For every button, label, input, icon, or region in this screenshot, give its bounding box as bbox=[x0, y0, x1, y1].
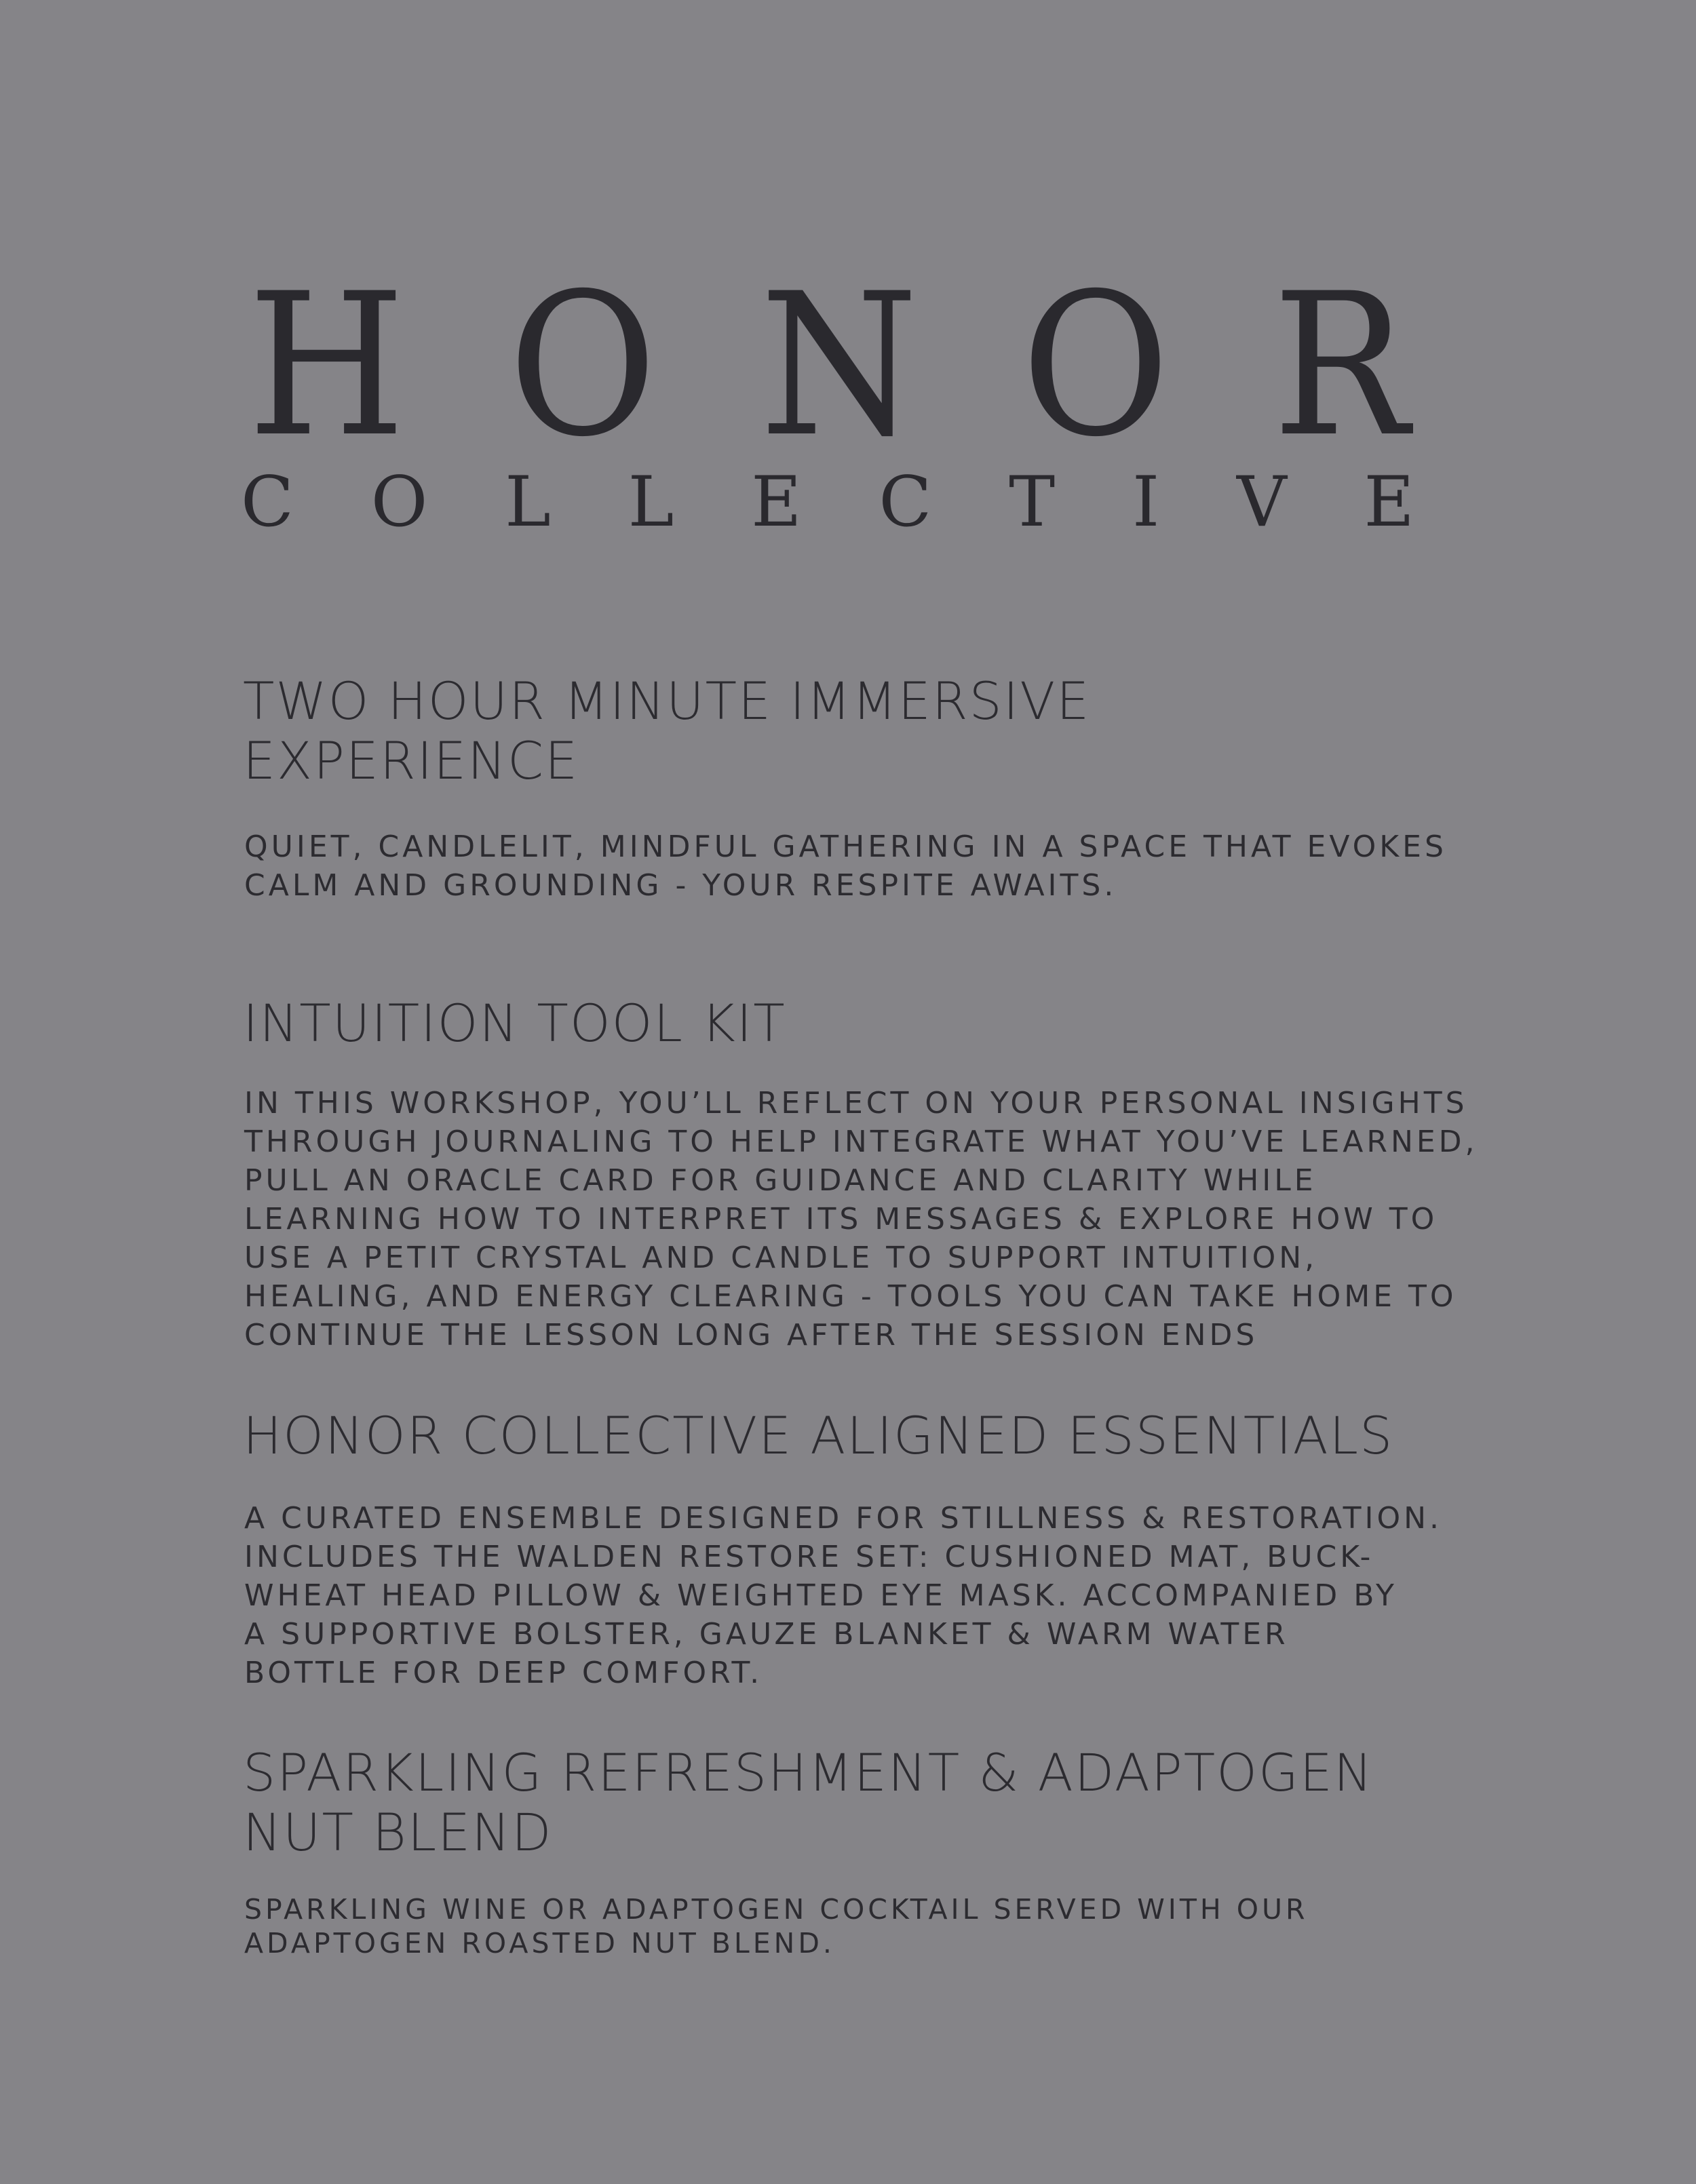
section-body-immersive-experience bbox=[244, 827, 1492, 905]
section-body-intuition-tool-kit bbox=[244, 1084, 1492, 1354]
body-line: CALM AND GROUNDING - YOUR RESPITE AWAITS. bbox=[244, 868, 1117, 903]
body-line: CONTINUE THE LESSON LONG AFTER THE SESSION ENDS bbox=[244, 1318, 1258, 1352]
logo-sub-letter: O bbox=[370, 462, 428, 543]
title-line: HONOR COLLECTIVE ALIGNED ESSENTIALS bbox=[243, 1405, 1394, 1466]
logo-sub-letter: I bbox=[1132, 462, 1160, 543]
body-line: SPARKLING WINE OR ADAPTOGEN COCKTAIL SERVED WITH OUR bbox=[244, 1893, 1309, 1926]
logo-letter: H bbox=[248, 252, 406, 480]
logo-letter: O bbox=[508, 252, 657, 480]
logo-letter: O bbox=[1021, 252, 1170, 480]
body-line: A CURATED ENSEMBLE DESIGNED FOR STILLNESS & RESTORATION. bbox=[244, 1501, 1443, 1536]
logo-letter: N bbox=[760, 252, 919, 480]
body-line: LEARNING HOW TO INTERPRET ITS MESSAGES & EXPLORE HOW TO bbox=[244, 1202, 1438, 1236]
body-line: USE A PETIT CRYSTAL AND CANDLE TO SUPPORT INTUITION, bbox=[244, 1241, 1318, 1275]
body-line: BOTTLE FOR DEEP COMFORT. bbox=[244, 1656, 763, 1690]
section-body-sparkling-refreshment bbox=[244, 1892, 1492, 1960]
body-line: PULL AN ORACLE CARD FOR GUIDANCE AND CLARITY WHILE bbox=[244, 1163, 1317, 1198]
logo-sub-letter: T bbox=[1009, 462, 1056, 543]
section-title-immersive-experience bbox=[243, 671, 1532, 791]
body-line: ADAPTOGEN ROASTED NUT BLEND. bbox=[244, 1927, 835, 1959]
section-title-aligned-essentials bbox=[243, 1406, 1393, 1466]
logo-sub-letter: V bbox=[1237, 462, 1287, 543]
body-line: THROUGH JOURNALING TO HELP INTEGRATE WHAT YOU’VE LEARNED, bbox=[244, 1125, 1478, 1159]
brand-logo-collective bbox=[241, 462, 1414, 543]
section-title-intuition-tool-kit bbox=[243, 994, 786, 1053]
body-line: WHEAT HEAD PILLOW & WEIGHTED EYE MASK. ACCOMPANIED BY bbox=[244, 1578, 1398, 1613]
body-line: IN THIS WORKSHOP, YOU’LL REFLECT ON YOUR PERSONAL INSIGHTS bbox=[244, 1086, 1468, 1120]
body-line: QUIET, CANDLELIT, MINDFUL GATHERING IN A SPACE THAT EVOKES bbox=[244, 830, 1447, 864]
logo-sub-letter: C bbox=[241, 462, 294, 543]
title-line: NUT BLEND bbox=[243, 1802, 553, 1863]
body-line: INCLUDES THE WALDEN RESTORE SET: CUSHIONED MAT, BUCK- bbox=[244, 1540, 1374, 1574]
section-body-aligned-essentials bbox=[244, 1499, 1492, 1692]
title-line: INTUITION TOOL KIT bbox=[243, 993, 786, 1053]
logo-sub-letter: E bbox=[751, 462, 802, 543]
logo-sub-letter: L bbox=[628, 462, 674, 543]
logo-sub-letter: C bbox=[879, 462, 932, 543]
logo-sub-letter: E bbox=[1364, 462, 1414, 543]
logo-letter: R bbox=[1272, 252, 1409, 480]
brand-logo-honor bbox=[241, 252, 1414, 480]
body-line: A SUPPORTIVE BOLSTER, GAUZE BLANKET & WARM WATER bbox=[244, 1617, 1289, 1652]
logo-sub-letter: L bbox=[505, 462, 551, 543]
title-line: SPARKLING REFRESHMENT & ADAPTOGEN bbox=[243, 1742, 1374, 1803]
title-line: TWO HOUR MINUTE IMMERSIVE bbox=[243, 671, 1091, 731]
section-title-sparkling-refreshment bbox=[243, 1743, 1532, 1863]
title-line: EXPERIENCE bbox=[243, 730, 579, 791]
body-line: HEALING, AND ENERGY CLEARING - TOOLS YOU CAN TAKE HOME TO bbox=[244, 1279, 1457, 1314]
